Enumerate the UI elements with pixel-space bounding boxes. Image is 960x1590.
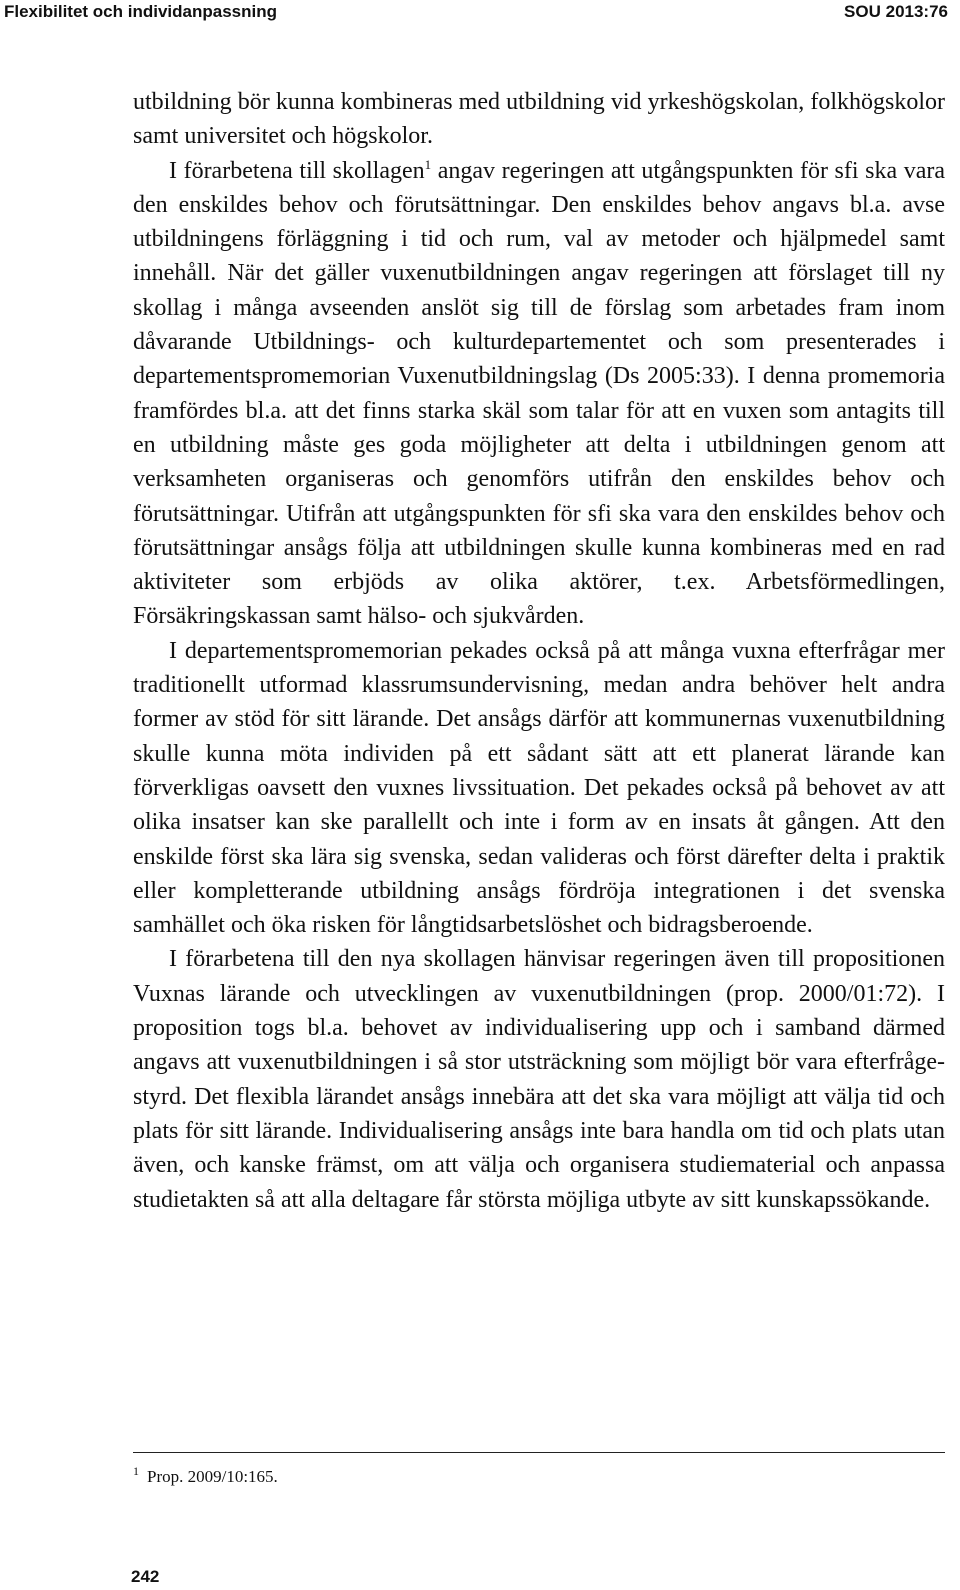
footnote-reference: 1	[424, 156, 432, 172]
paragraph-2	[133, 154, 945, 634]
paragraph-2-rest: angav regeringen att utgångspunkten för sfi ska vara den enskildes behov och förutsättningar. Den enskildes behov angavs bl.a. avse utbildningens förläggning i tid och rum, val av metoder och hjälpmedel samt innehåll. När det gäller vuxenutbildningen angav regeringen att förslaget till ny skollag i många avseenden anslöt sig till de förslag som arbetades fram inom dåvarande Utbildnings- och kulturdepartementet och som presenterades i departementspromemorian Vuxenutbildningslag (Ds 2005:33). I denna promemoria framfördes bl.a. att det finns starka skäl som talar för att en vuxen som antagits till en utbildning måste ges goda möjligheter att delta i utbildningen genom att verksamheten organiseras och genomförs utifrån den enskildes behov och förutsättningar. Utifrån att utgångspunkten för sfi ska vara den enskildes behov och förutsättningar ansågs följa att utbildningen skulle kunna kombineras med en rad aktiviteter som erbjöds av olika aktörer, t.ex. Arbetsförmedlingen, Försäkringskassan samt hälso- och sjukvården.	[133, 157, 945, 630]
footnote-text: Prop. 2009/10:165.	[147, 1467, 278, 1486]
running-header	[0, 0, 960, 26]
footnote-marker: 1	[133, 1464, 139, 1479]
chapter-title: Flexibilitet och individanpassning	[4, 2, 277, 21]
paragraph-1: utbildning bör kunna kombineras med utbildning vid yrkeshögskolan, folkhögskolor samt universitet och högskolor.	[133, 89, 945, 150]
footnote	[133, 1466, 278, 1488]
report-number: SOU 2013:76	[844, 2, 948, 21]
paragraph-4: I förarbetena till den nya skollagen hänvisar regeringen även till propositionen Vuxnas lärande och utvecklingen av vuxenutbildningen (prop. 2000/01:72). I proposition togs bl.a. behovet av individualisering upp och i samband därmed angavs att vuxenutbildningen i så stor utsträckning som möjligt bör vara efterfrågestyrd. Det flexibla lärandet ansågs innebära att det ska vara möjligt att välja tid och plats för sitt lärande. Individualisering ansågs inte bara handla om tid och plats utan även, och kanske främst, om att välja och organisera studiematerial och anpassa studietakten så att alla deltagare får största möjliga utbyte av sitt kunskapssökande.	[133, 946, 945, 1213]
paragraph-2-start: I förarbetena till skollagen	[169, 157, 425, 184]
footnote-divider	[133, 1452, 945, 1453]
page-number: 242	[131, 1567, 160, 1586]
paragraph-3: I departementspromemorian pekades också på att många vuxna efterfrågar mer traditionellt utformad klassrumsundervisning, medan andra behöver helt andra former av stöd för sitt lärande. Det ansågs därför att kommunernas vuxenutbildning skulle kunna möta individen på ett sådant sätt att ett planerat lärande kan förverkligas oavsett den vuxnes livssituation. Det pekades också på behovet av att olika insatser kan ske parallellt och inte i form av en insats åt gången. Att den enskilde först ska lära sig svenska, sedan valideras och först därefter delta i praktik eller kompletterande utbildning ansågs fördröja integrationen i det svenska samhället och öka risken för långtidsarbetslöshet och bidragsberoende.	[133, 637, 945, 939]
body-text	[133, 85, 945, 1217]
